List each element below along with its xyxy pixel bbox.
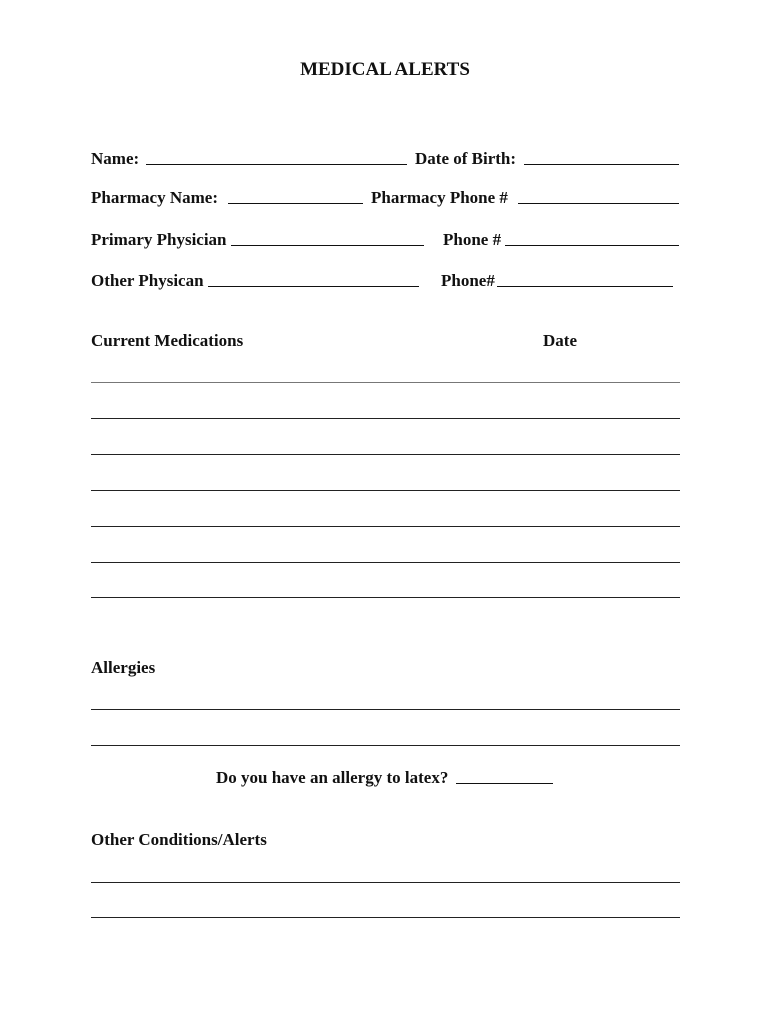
current-medications-heading: Current Medications (91, 331, 244, 350)
page-title: MEDICAL ALERTS (300, 59, 470, 80)
other-conditions-heading: Other Conditions/Alerts (91, 830, 267, 849)
other-physician-field[interactable] (208, 286, 419, 287)
pharmacy-phone-field[interactable] (518, 203, 679, 204)
pharmacy-name-field[interactable] (228, 203, 363, 204)
dob-field[interactable] (524, 164, 679, 165)
name-field[interactable] (146, 164, 407, 165)
dob-label: Date of Birth: (415, 149, 517, 168)
name-label: Name: (91, 149, 140, 168)
latex-question: Do you have an allergy to latex? (216, 768, 449, 787)
allergies-heading: Allergies (91, 658, 156, 677)
medication-line[interactable] (91, 418, 680, 419)
medication-line[interactable] (91, 382, 680, 383)
condition-line[interactable] (91, 882, 680, 883)
other-phone-label: Phone# (441, 271, 495, 290)
medication-line[interactable] (91, 597, 680, 598)
allergy-line[interactable] (91, 709, 680, 710)
condition-line[interactable] (91, 917, 680, 918)
date-heading: Date (543, 331, 577, 350)
medication-line[interactable] (91, 562, 680, 563)
phone-label: Phone # (443, 230, 502, 249)
other-physician-label: Other Physican (91, 271, 204, 290)
medication-line[interactable] (91, 526, 680, 527)
pharmacy-name-label: Pharmacy Name: (91, 188, 218, 207)
medication-line[interactable] (91, 490, 680, 491)
allergy-line[interactable] (91, 745, 680, 746)
other-phone-field[interactable] (497, 286, 673, 287)
primary-physician-label: Primary Physician (91, 230, 227, 249)
primary-physician-field[interactable] (231, 245, 424, 246)
latex-answer-field[interactable] (456, 783, 553, 784)
pharmacy-phone-label: Pharmacy Phone # (371, 188, 508, 207)
phone-field[interactable] (505, 245, 679, 246)
medication-line[interactable] (91, 454, 680, 455)
